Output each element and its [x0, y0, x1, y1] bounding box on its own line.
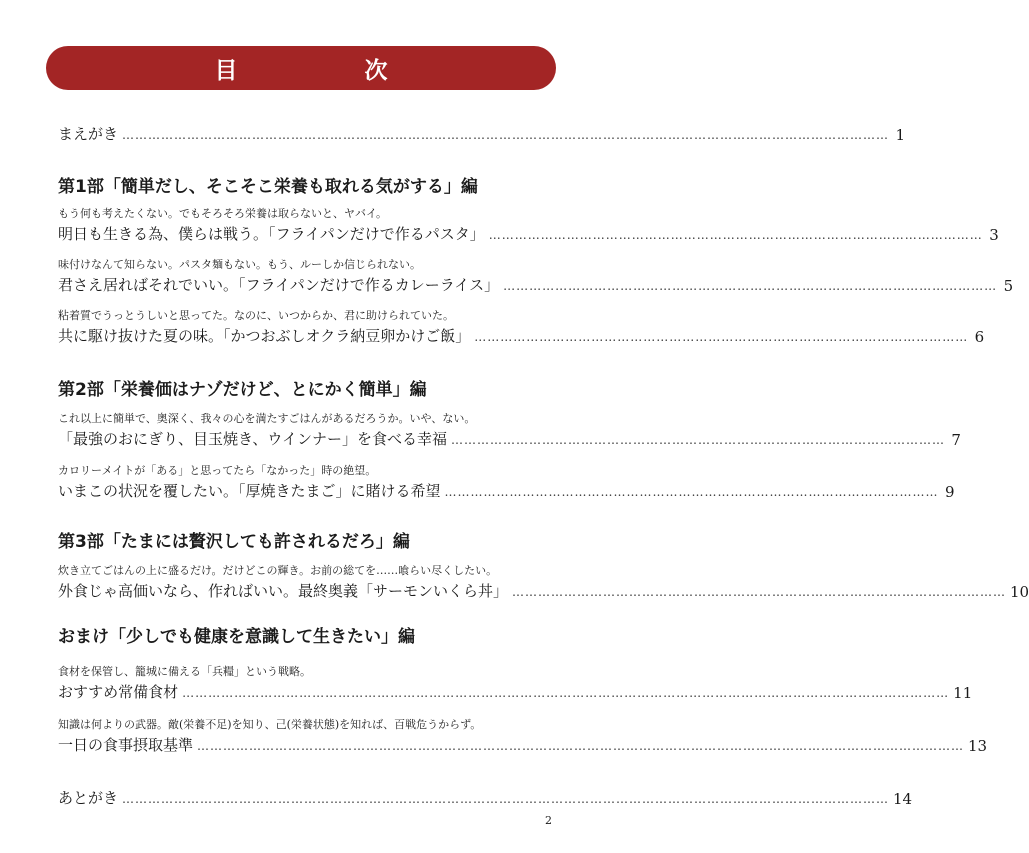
- entry-title: いまこの状況を覆したい。「厚焼きたまご」に賭ける希望: [58, 482, 441, 500]
- toc-entry-tamago[interactable]: [58, 479, 955, 501]
- entry-page: 7: [951, 431, 961, 449]
- entry-title: 君さえ居ればそれでいい。「フライパンだけで作るカレーライス」: [58, 276, 500, 294]
- part1-heading: 第1部「簡単だし、そこそこ栄養も取れる気がする」編: [58, 177, 478, 197]
- leader-dots: ……………………………………………………………………………………………………: [450, 433, 945, 447]
- leader-dots: ……………………………………………………………………………………………………: [474, 330, 969, 344]
- leader-dots: ……………………………………………………………………………………………………………………………………………………………: [197, 739, 965, 753]
- entry-page: 14: [893, 790, 913, 808]
- entry-page: 13: [968, 737, 988, 755]
- toc-entry-curry[interactable]: [58, 273, 1014, 295]
- entry-title: 共に駆け抜けた夏の味。「かつおぶしオクラ納豆卵かけご飯」: [58, 327, 471, 345]
- entry-subtitle: 味付けなんて知らない。パスタ麺もない。もう、ルーしか信じられない。: [58, 258, 421, 271]
- toc-entry-natto[interactable]: [58, 324, 985, 346]
- leader-dots: ……………………………………………………………………………………………………: [444, 485, 939, 499]
- toc-entry-pasta[interactable]: [58, 222, 999, 244]
- entry-subtitle: もう何も考えたくない。でもそろそろ栄養は取らないと、ヤバイ。: [58, 207, 388, 220]
- entry-page: 3: [989, 226, 999, 244]
- entry-page: 9: [944, 483, 955, 501]
- toc-entry-intake-standard[interactable]: [58, 733, 988, 755]
- toc-entry-afterword[interactable]: [58, 786, 913, 808]
- toc-entry-onigiri[interactable]: [58, 427, 961, 449]
- entry-subtitle: 粘着質でうっとうしいと思ってた。なのに、いつからか、君に助けられていた。: [58, 309, 454, 322]
- entry-title: おすすめ常備食材: [58, 683, 179, 701]
- leader-dots: ……………………………………………………………………………………………………………………………………………………………: [122, 792, 890, 806]
- leader-dots: ……………………………………………………………………………………………………: [488, 228, 983, 242]
- entry-page: 5: [1003, 277, 1014, 295]
- entry-page: 1: [895, 126, 906, 144]
- entry-page: 11: [953, 684, 973, 702]
- entry-subtitle: 食材を保管し、籠城に備える「兵糧」という戦略。: [58, 665, 311, 678]
- toc-title: 目 次: [214, 57, 440, 84]
- part2-heading: 第2部「栄養価はナゾだけど、とにかく簡単」編: [58, 380, 427, 400]
- entry-title: 一日の食事摂取基準: [58, 736, 194, 754]
- toc-title-banner: [46, 46, 556, 90]
- leader-dots: ……………………………………………………………………………………………………………………………………………………………: [182, 686, 950, 700]
- entry-subtitle: 知識は何よりの武器。敵(栄養不足)を知り、己(栄養状態)を知れば、百戦危うからず。: [58, 718, 482, 731]
- toc-entry-salmon-don[interactable]: [58, 579, 1029, 601]
- toc-entry-stock-food[interactable]: [58, 680, 973, 702]
- entry-subtitle: 炊き立てごはんの上に盛るだけ。だけどこの輝き。お前の総てを……喰らい尽くしたい。: [58, 564, 498, 577]
- entry-title: 外食じゃ高価いなら、作ればいい。最終奥義「サーモンいくら丼」: [58, 582, 509, 600]
- entry-subtitle: これ以上に簡単で、奥深く、我々の心を満たすごはんがあるだろうか。いや、ない。: [58, 412, 476, 425]
- bonus-heading: おまけ「少しでも健康を意識して生きたい」編: [58, 627, 415, 647]
- entry-title: 「最強のおにぎり、目玉焼き、ウインナー」を食べる幸福: [58, 430, 447, 448]
- entry-subtitle: カロリーメイトが「ある」と思ってたら「なかった」時の絶望。: [58, 464, 377, 477]
- entry-title: 明日も生きる為、僕らは戦う。「フライパンだけで作るパスタ」: [58, 225, 485, 243]
- leader-dots: ……………………………………………………………………………………………………: [503, 279, 998, 293]
- entry-title: まえがき: [58, 125, 119, 143]
- leader-dots: ……………………………………………………………………………………………………: [512, 585, 1007, 599]
- entry-title: あとがき: [58, 789, 119, 807]
- leader-dots: ……………………………………………………………………………………………………………………………………………………………: [122, 128, 890, 142]
- page-number: 2: [545, 814, 552, 827]
- toc-entry-preface[interactable]: [58, 122, 906, 144]
- entry-page: 10: [1010, 583, 1029, 601]
- part3-heading: 第3部「たまには贅沢しても許されるだろ」編: [58, 532, 410, 552]
- entry-page: 6: [974, 328, 985, 346]
